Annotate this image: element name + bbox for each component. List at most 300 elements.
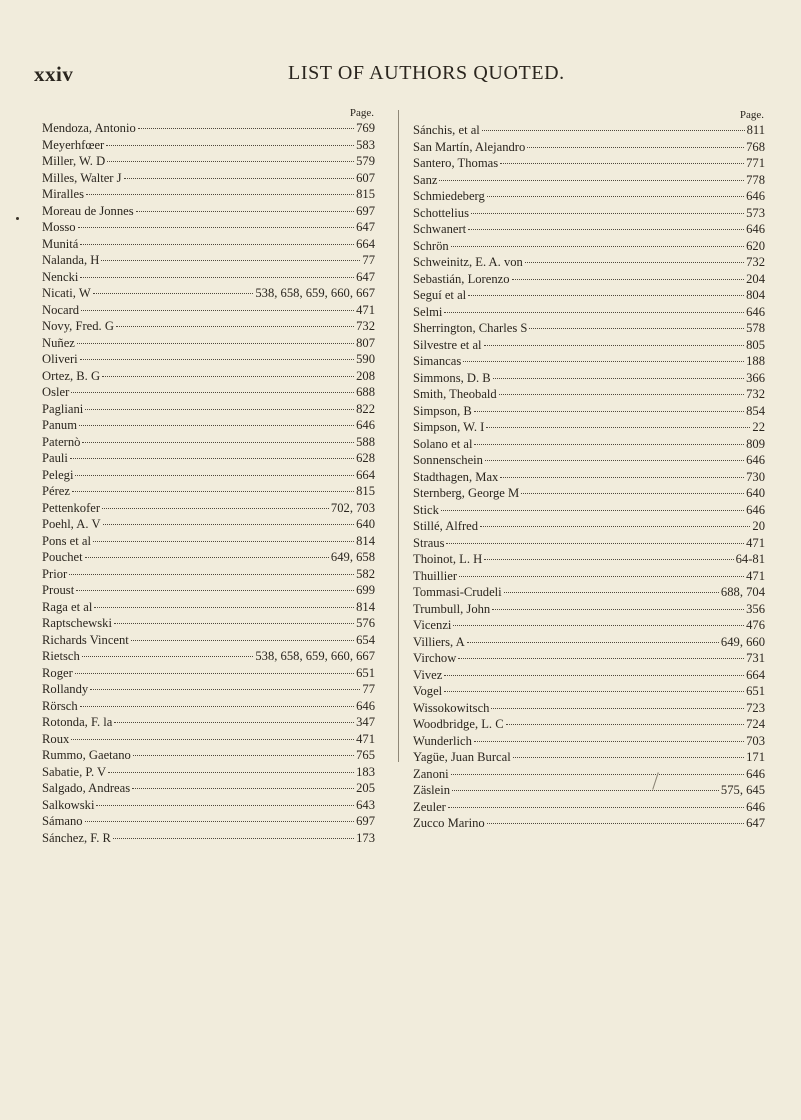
- dot-leader: [446, 543, 744, 544]
- page-references: 697: [356, 814, 375, 828]
- page-references: 646: [356, 418, 375, 432]
- dot-leader: [124, 178, 355, 179]
- author-entry: [413, 452, 765, 469]
- dot-leader: [138, 128, 354, 129]
- page-references: 538, 658, 659, 660, 667: [255, 286, 375, 300]
- dot-leader: [487, 823, 744, 824]
- page-references: 628: [356, 451, 375, 465]
- author-entry: [413, 436, 765, 453]
- author-entry: [42, 450, 375, 467]
- author-name: Richards Vincent: [42, 632, 129, 647]
- author-entry: [42, 269, 375, 286]
- author-entry: [42, 318, 375, 335]
- author-entry: [42, 186, 375, 203]
- page-references: 643: [356, 797, 375, 812]
- author-entry: [42, 665, 375, 682]
- author-entry: [413, 617, 765, 634]
- dot-leader: [493, 378, 744, 379]
- page-references: 22: [752, 420, 765, 434]
- page-references: 703: [746, 733, 765, 748]
- author-name: Schwanert: [413, 222, 467, 236]
- page-references: 647: [746, 816, 765, 830]
- author-name: Nocard: [42, 302, 80, 317]
- page-references: 647: [356, 269, 375, 284]
- dot-leader: [102, 508, 329, 509]
- author-name: Pettenkofer: [42, 500, 101, 515]
- dot-leader: [474, 411, 744, 412]
- page-references: 575, 645: [720, 783, 765, 797]
- page-references: 768: [746, 139, 765, 154]
- dot-leader: [480, 526, 750, 527]
- page-references: 205: [356, 781, 375, 795]
- page-references: 583: [356, 137, 375, 152]
- dot-leader: [504, 592, 719, 593]
- page-references: 724: [746, 717, 765, 731]
- author-name: Rummo, Gaetano: [42, 748, 131, 762]
- dot-leader: [467, 642, 719, 643]
- page-references: 20: [752, 519, 765, 533]
- author-entry: [413, 188, 765, 205]
- author-entry: [413, 766, 765, 783]
- author-entry: [413, 238, 765, 255]
- author-name: Trumbull, John: [413, 601, 491, 616]
- author-name: Moreau de Jonnes: [42, 203, 134, 218]
- ink-speck: [16, 217, 19, 220]
- author-name: Schottelius: [413, 205, 469, 220]
- page-references: 688, 704: [720, 585, 765, 599]
- page-references: 640: [356, 517, 375, 531]
- page-references: 173: [356, 830, 375, 845]
- author-name: Villiers, A: [413, 634, 465, 649]
- dot-leader: [75, 475, 354, 476]
- dot-leader: [80, 359, 354, 360]
- author-name: Roux: [42, 731, 70, 746]
- page-references: 664: [356, 467, 375, 482]
- dot-leader: [86, 194, 354, 195]
- author-name: Nalanda, H: [42, 253, 100, 267]
- dot-leader: [106, 145, 354, 146]
- author-name: Novy, Fred. G: [42, 319, 114, 333]
- dot-leader: [82, 442, 354, 443]
- author-entry: [413, 551, 765, 568]
- page-references: 578: [746, 321, 765, 335]
- author-entry: [42, 615, 375, 632]
- page-references: 814: [356, 533, 375, 548]
- page-references: 730: [746, 469, 765, 484]
- dot-leader: [107, 161, 354, 162]
- author-name: Meyerhfœer: [42, 137, 105, 152]
- dot-leader: [78, 227, 355, 228]
- author-name: Salgado, Andreas: [42, 781, 131, 795]
- dot-leader: [486, 427, 750, 428]
- page-references: 646: [746, 304, 765, 319]
- dot-leader: [452, 790, 719, 791]
- author-entry: [413, 337, 765, 354]
- author-entry: [413, 799, 765, 816]
- author-name: Sabatie, P. V: [42, 764, 107, 779]
- dot-leader: [136, 211, 354, 212]
- author-entry: [42, 764, 375, 781]
- author-name: Proust: [42, 583, 75, 597]
- author-list: [42, 120, 375, 846]
- author-name: Vogel: [413, 684, 443, 698]
- author-name: Nuñez: [42, 335, 75, 350]
- author-entry: [413, 502, 765, 519]
- author-entry: [42, 483, 375, 500]
- author-name: Schrön: [413, 238, 449, 253]
- dot-leader: [474, 444, 744, 445]
- author-name: Prior: [42, 566, 68, 581]
- page-references: 356: [746, 601, 765, 616]
- dot-leader: [448, 807, 744, 808]
- author-entry: [413, 716, 765, 733]
- dot-leader: [521, 493, 744, 494]
- page-references: 77: [362, 253, 375, 267]
- page-references: 646: [746, 766, 765, 781]
- page-references: 77: [362, 682, 375, 696]
- author-entry: [42, 566, 375, 583]
- author-name: Mendoza, Antonio: [42, 121, 136, 135]
- page-references: 664: [746, 667, 765, 682]
- page-references: 731: [746, 651, 765, 665]
- author-entry: [413, 650, 765, 667]
- author-entry: [413, 782, 765, 799]
- page-references: 647: [356, 220, 375, 234]
- dot-leader: [94, 607, 354, 608]
- dot-leader: [484, 345, 745, 346]
- page-references: 646: [746, 189, 765, 203]
- author-name: Simpson, W. I: [413, 420, 485, 434]
- author-entry: [42, 384, 375, 401]
- author-entry: [413, 304, 765, 321]
- page-references: 732: [746, 255, 765, 269]
- author-entry: [42, 714, 375, 731]
- author-name: Ortez, B. G: [42, 368, 101, 383]
- author-name: Solano et al: [413, 436, 473, 451]
- author-name: Mosso: [42, 220, 76, 234]
- page-references: 769: [356, 121, 375, 135]
- author-list: [413, 122, 765, 832]
- page-references: 204: [746, 271, 765, 286]
- author-name: Nencki: [42, 269, 79, 284]
- dot-leader: [80, 706, 354, 707]
- author-entry: [42, 335, 375, 352]
- author-entry: [42, 417, 375, 434]
- author-entry: [413, 469, 765, 486]
- author-name: Oliveri: [42, 352, 78, 366]
- page-references: 208: [356, 368, 375, 383]
- dot-leader: [102, 376, 354, 377]
- page-references: 778: [746, 172, 765, 187]
- page-header: [34, 62, 764, 86]
- author-entry: [42, 137, 375, 154]
- page-references: 732: [356, 319, 375, 333]
- dot-leader: [133, 755, 354, 756]
- author-name: Sebastián, Lorenzo: [413, 271, 510, 286]
- author-entry: [413, 683, 765, 700]
- dot-leader: [471, 213, 744, 214]
- dot-leader: [512, 279, 745, 280]
- author-entry: [42, 681, 375, 698]
- page-references: 582: [356, 566, 375, 581]
- page-references: 471: [356, 302, 375, 317]
- author-name: Milles, Walter J: [42, 170, 122, 185]
- page-references: 805: [746, 337, 765, 352]
- author-entry: [42, 203, 375, 220]
- author-entry: [413, 419, 765, 436]
- author-name: Sámano: [42, 814, 83, 828]
- author-name: Pons et al: [42, 533, 91, 548]
- page-references: 538, 658, 659, 660, 667: [255, 649, 375, 663]
- dot-leader: [101, 260, 360, 261]
- dot-leader: [529, 328, 744, 329]
- author-entry: [42, 368, 375, 385]
- author-entry: [42, 285, 375, 302]
- dot-leader: [76, 590, 354, 591]
- dot-leader: [506, 724, 744, 725]
- dot-leader: [459, 576, 744, 577]
- author-name: Vivez: [413, 667, 443, 682]
- author-name: Thuillier: [413, 568, 458, 583]
- author-name: Wissokowitsch: [413, 700, 490, 715]
- left-column: [42, 106, 375, 846]
- page-references: 640: [746, 486, 765, 500]
- page-references: 649, 658: [330, 550, 375, 564]
- author-entry: [42, 632, 375, 649]
- page-references: 590: [356, 352, 375, 366]
- author-entry: [42, 120, 375, 137]
- author-entry: [42, 153, 375, 170]
- author-name: Wunderlich: [413, 733, 472, 748]
- author-name: Pauli: [42, 451, 68, 465]
- dot-leader: [93, 541, 354, 542]
- dot-leader: [458, 658, 744, 659]
- dot-leader: [492, 609, 744, 610]
- dot-leader: [71, 392, 354, 393]
- dot-leader: [77, 343, 354, 344]
- author-name: Selmi: [413, 304, 443, 319]
- author-entry: [42, 170, 375, 187]
- author-name: Rotonda, F. la: [42, 715, 113, 729]
- author-entry: [413, 634, 765, 651]
- author-name: Simpson, B: [413, 403, 472, 418]
- dot-leader: [108, 772, 354, 773]
- author-name: Simmons, D. B: [413, 370, 491, 385]
- dot-leader: [474, 741, 744, 742]
- author-name: Rörsch: [42, 698, 78, 713]
- author-entry: [413, 733, 765, 750]
- author-entry: [413, 172, 765, 189]
- author-entry: [42, 582, 375, 599]
- dot-leader: [80, 277, 354, 278]
- page-references: 814: [356, 599, 375, 614]
- page-references: 811: [746, 123, 765, 137]
- page-references: 702, 703: [330, 500, 375, 515]
- author-entry: [42, 351, 375, 368]
- author-name: Salkowski: [42, 797, 95, 812]
- page-references: 646: [746, 222, 765, 236]
- author-name: Smith, Theobald: [413, 387, 497, 401]
- author-name: San Martín, Alejandro: [413, 139, 526, 154]
- dot-leader: [82, 656, 254, 657]
- author-name: Vicenzi: [413, 618, 452, 632]
- dot-leader: [114, 722, 354, 723]
- author-name: Roger: [42, 665, 73, 680]
- dot-leader: [81, 310, 354, 311]
- page-references: 688: [356, 385, 375, 399]
- dot-leader: [85, 557, 329, 558]
- page-references: 366: [746, 370, 765, 385]
- author-name: Santero, Thomas: [413, 156, 499, 170]
- author-entry: [413, 287, 765, 304]
- right-column: [413, 106, 765, 832]
- author-entry: [413, 122, 765, 139]
- author-name: Sanz: [413, 172, 438, 187]
- dot-leader: [103, 524, 355, 525]
- page-references: 723: [746, 700, 765, 715]
- dot-leader: [487, 196, 744, 197]
- author-name: Sánchez, F. R: [42, 830, 111, 845]
- page-references: 649, 660: [720, 634, 765, 649]
- author-name: Munitá: [42, 236, 79, 251]
- author-entry: [42, 434, 375, 451]
- dot-leader: [468, 229, 744, 230]
- dot-leader: [439, 180, 744, 181]
- author-name: Sánchis, et al: [413, 123, 480, 137]
- author-name: Miller, W. D: [42, 154, 106, 168]
- page-column-label: Page.: [349, 107, 374, 119]
- dot-leader: [463, 361, 744, 362]
- page-references: 699: [356, 583, 375, 597]
- author-name: Sternberg, George M: [413, 486, 520, 500]
- author-name: Seguí et al: [413, 288, 467, 302]
- author-name: Rollandy: [42, 682, 89, 696]
- author-entry: [42, 500, 375, 517]
- author-entry: [413, 271, 765, 288]
- page-references: 697: [356, 203, 375, 218]
- dot-leader: [491, 708, 744, 709]
- author-entry: [413, 221, 765, 238]
- author-entry: [42, 813, 375, 830]
- author-name: Stillé, Alfred: [413, 519, 479, 533]
- author-name: Pagliani: [42, 401, 84, 416]
- dot-leader: [451, 774, 744, 775]
- author-name: Rietsch: [42, 649, 80, 663]
- page-references: 664: [356, 236, 375, 251]
- author-name: Sonnenschein: [413, 453, 483, 467]
- author-entry: [413, 815, 765, 832]
- author-entry: [413, 518, 765, 535]
- page-references: 854: [746, 403, 765, 418]
- author-name: Zanoni: [413, 766, 449, 781]
- dot-leader: [444, 691, 744, 692]
- author-name: Osler: [42, 385, 70, 399]
- author-name: Straus: [413, 535, 445, 550]
- dot-leader: [500, 163, 744, 164]
- dot-leader: [90, 689, 360, 690]
- dot-leader: [116, 326, 354, 327]
- author-entry: [42, 731, 375, 748]
- page-references: 588: [356, 434, 375, 449]
- page-title: LIST OF AUTHORS QUOTED.: [288, 62, 565, 84]
- author-entry: [42, 516, 375, 533]
- dot-leader: [71, 739, 354, 740]
- author-entry: [413, 254, 765, 271]
- author-name: Simancas: [413, 354, 462, 368]
- page-references: 471: [746, 568, 765, 583]
- author-name: Raptschewski: [42, 616, 112, 630]
- page-references: 654: [356, 632, 375, 647]
- dot-leader: [132, 788, 354, 789]
- dot-leader: [85, 821, 355, 822]
- author-name: Zeuler: [413, 799, 446, 814]
- dot-leader: [525, 262, 744, 263]
- author-entry: [413, 485, 765, 502]
- author-entry: [413, 155, 765, 172]
- page-references: 579: [356, 154, 375, 168]
- page-references: 471: [746, 535, 765, 550]
- dot-leader: [451, 246, 744, 247]
- page-references: 815: [356, 484, 375, 498]
- page-references: 646: [746, 453, 765, 467]
- author-name: Panum: [42, 418, 77, 432]
- page-references: 471: [356, 731, 375, 746]
- author-entry: [42, 302, 375, 319]
- author-entry: [42, 797, 375, 814]
- author-name: Stadthagen, Max: [413, 469, 499, 484]
- author-entry: [42, 830, 375, 847]
- page-references: 765: [356, 748, 375, 762]
- author-entry: [413, 667, 765, 684]
- dot-leader: [444, 312, 744, 313]
- author-name: Virchow: [413, 651, 457, 665]
- page-references: 646: [356, 698, 375, 713]
- author-name: Zucco Marino: [413, 816, 485, 830]
- page-references: 807: [356, 335, 375, 350]
- author-entry: [42, 599, 375, 616]
- author-name: Miralles: [42, 187, 84, 201]
- author-name: Schmiedeberg: [413, 189, 485, 203]
- author-name: Schweinitz, E. A. von: [413, 255, 523, 269]
- column-divider: [398, 110, 399, 762]
- author-entry: [42, 648, 375, 665]
- page-references: 646: [746, 799, 765, 814]
- dot-leader: [70, 458, 354, 459]
- page-references: 651: [746, 684, 765, 698]
- author-entry: [42, 747, 375, 764]
- page-column-label: Page.: [739, 109, 764, 121]
- author-entry: [413, 749, 765, 766]
- dot-leader: [114, 623, 354, 624]
- dot-leader: [72, 491, 354, 492]
- author-entry: [413, 535, 765, 552]
- author-name: Stick: [413, 502, 439, 517]
- author-entry: [413, 601, 765, 618]
- page-references: 347: [356, 715, 375, 729]
- author-name: Sherrington, Charles S: [413, 321, 528, 335]
- author-entry: [413, 386, 765, 403]
- author-name: Nicati, W: [42, 286, 91, 300]
- author-entry: [413, 139, 765, 156]
- page-references: 573: [746, 205, 765, 220]
- page-references: 183: [356, 764, 375, 779]
- author-entry: [42, 236, 375, 253]
- author-entry: [413, 403, 765, 420]
- author-name: Yagüe, Juan Burcal: [413, 750, 511, 764]
- dot-leader: [131, 640, 354, 641]
- dot-leader: [441, 510, 744, 511]
- dot-leader: [527, 147, 744, 148]
